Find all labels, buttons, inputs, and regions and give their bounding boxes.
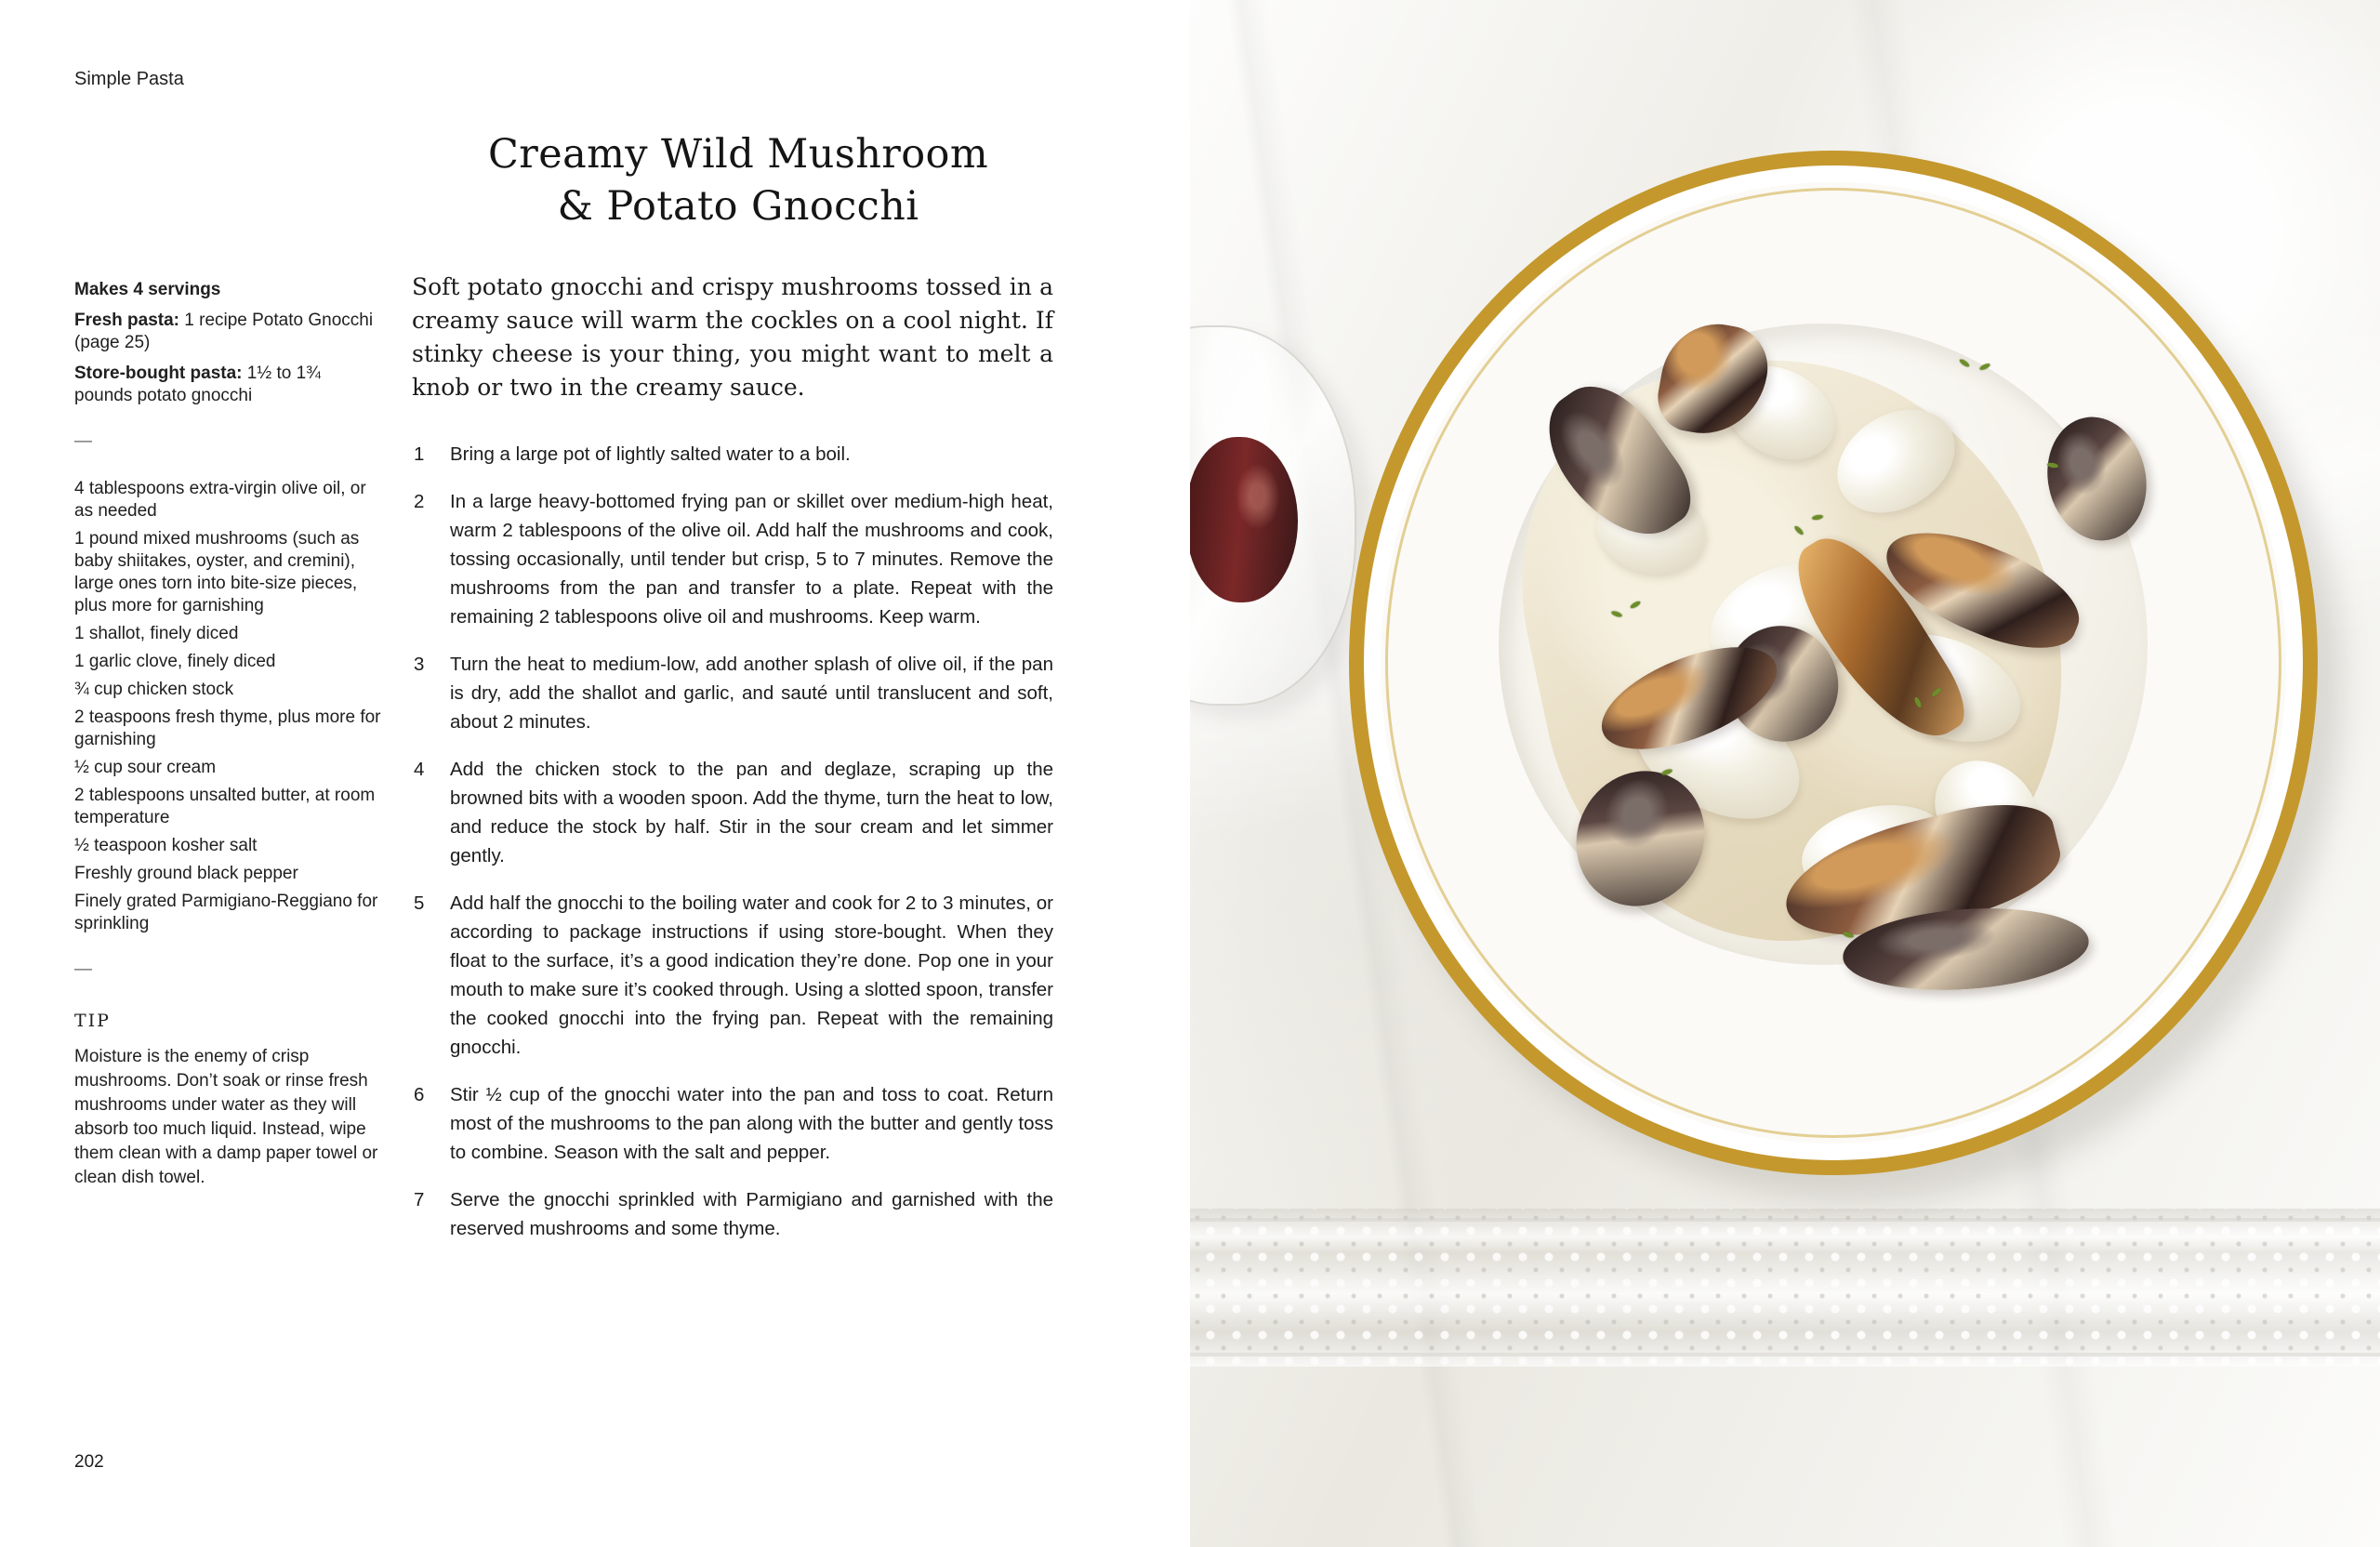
recipe-step: [412, 1080, 1053, 1167]
page-number: 202: [74, 1452, 104, 1472]
ingredient-item: ¾ cup chicken stock: [74, 680, 234, 699]
step-text: Stir ½ cup of the gnocchi water into the pan and toss to coat. Return most of the mushrooms to the pan along with the butter and gently toss to combine. Season with the salt and pepper.: [450, 1084, 1053, 1163]
plate: [1349, 151, 2318, 1175]
recipe-step: [412, 755, 1053, 870]
fresh-pasta-label: Fresh pasta:: [74, 311, 179, 330]
ingredients-sidebar: [74, 279, 381, 1190]
step-number: 6: [414, 1084, 425, 1105]
ingredient-item: 1 shallot, finely diced: [74, 624, 239, 643]
step-number: 3: [414, 654, 425, 675]
red-wine: [1190, 437, 1298, 602]
recipe-step: [412, 1185, 1053, 1243]
recipe-yield: Makes 4 servings: [74, 280, 221, 299]
ingredient-item: ½ teaspoon kosher salt: [74, 836, 258, 855]
step-text: In a large heavy-bottomed frying pan or skillet over medium-high heat, warm 2 tablespoons of the olive oil. Add half the mushrooms and cook, tossing occasionally, until tender but crisp, 5 to 7 minutes. Remove the mushrooms from the pan and transfer to a plate. Repeat with the remaining 2 tablespoons olive oil and mushrooms. Keep warm.: [450, 491, 1053, 628]
ingredient-item: 1 pound mixed mushrooms (such as baby shiitakes, oyster, and cremini), large ones torn into bite-size pieces, plus more for garnishing: [74, 529, 360, 615]
fresh-pasta-option: [74, 310, 381, 354]
mushroom-gnocchi-dish-photo-icon: [1190, 0, 2380, 1547]
step-text: Bring a large pot of lightly salted water to a boil.: [450, 443, 851, 465]
lace-hem-line: [1190, 1353, 2380, 1356]
step-number: 7: [414, 1189, 425, 1210]
ingredients-list: [74, 478, 381, 935]
recipe-title-line-2: & Potato Gnocchi: [557, 183, 919, 230]
ingredient-item: 1 garlic clove, finely diced: [74, 652, 276, 671]
lace-border: [1190, 1209, 2380, 1367]
recipe-title: [394, 128, 1082, 232]
step-text: Add the chicken stock to the pan and deglaze, scraping up the browned bits with a wooden spoon. Add the thyme, turn the heat to low, and reduce the stock by half. Stir in the sour cream and let simmer gently.: [450, 759, 1053, 866]
step-number: 5: [414, 892, 425, 914]
ingredient-item: Finely grated Parmigiano-Reggiano for sprinkling: [74, 892, 378, 933]
ingredient-item: Freshly ground black pepper: [74, 864, 298, 883]
tip-text: Moisture is the enemy of crisp mushrooms. Don’t soak or rinse fresh mushrooms under water as they will absorb too much liquid. Instead, wipe them clean with a damp paper towel or clean dish towel.: [74, 1047, 378, 1187]
recipe-step: [412, 487, 1053, 631]
step-number: 4: [414, 759, 425, 780]
ingredients-divider: —: [74, 431, 92, 451]
ingredient-item: 4 tablespoons extra-virgin olive oil, or as needed: [74, 479, 366, 521]
ingredient-item: ½ cup sour cream: [74, 758, 217, 777]
recipe-step: [412, 889, 1053, 1062]
tip-heading: TIP: [74, 1011, 111, 1031]
ingredient-item: 2 teaspoons fresh thyme, plus more for garnishing: [74, 707, 381, 749]
recipe-step: [412, 440, 1053, 469]
recipe-steps: [412, 440, 1053, 1243]
store-bought-pasta-label: Store-bought pasta:: [74, 364, 243, 383]
step-text: Turn the heat to medium-low, add another splash of olive oil, if the pan is dry, add the shallot and garlic, and sauté until translucent and soft, about 2 minutes.: [450, 654, 1053, 733]
step-text: Add half the gnocchi to the boiling water and cook for 2 to 3 minutes, or according to package instructions if using store-bought. When they float to the surface, it’s a good indication they’re done. Pop one in your mouth to make sure it’s cooked through. Using a slotted spoon, transfer the cooked gnocchi into the frying pan. Repeat with the remaining gnocchi.: [450, 892, 1053, 1058]
recipe-title-line-1: Creamy Wild Mushroom: [487, 131, 988, 178]
store-bought-pasta-text: 1½ to 1¾ pounds potato gnocchi: [74, 364, 322, 405]
recipe-instructions: [412, 271, 1053, 1262]
ingredient-item: 2 tablespoons unsalted butter, at room temperature: [74, 786, 376, 827]
store-bought-pasta-option: [74, 363, 381, 407]
recipe-intro: Soft potato gnocchi and crispy mushrooms tossed in a creamy sauce will warm the cockles on a cool night. If stinky cheese is your thing, you might want to melt a knob or two in the creamy sauce.: [412, 273, 1053, 401]
step-number: 1: [414, 443, 425, 465]
lace-hem-line: [1190, 1218, 2380, 1222]
tip-divider: —: [74, 959, 92, 979]
recipe-step: [412, 650, 1053, 736]
step-number: 2: [414, 491, 425, 512]
running-head: Simple Pasta: [74, 69, 184, 89]
fresh-pasta-text: 1 recipe Potato Gnocchi (page 25): [74, 311, 374, 352]
step-text: Serve the gnocchi sprinkled with Parmigiano and garnished with the reserved mushrooms and some thyme.: [450, 1189, 1053, 1239]
